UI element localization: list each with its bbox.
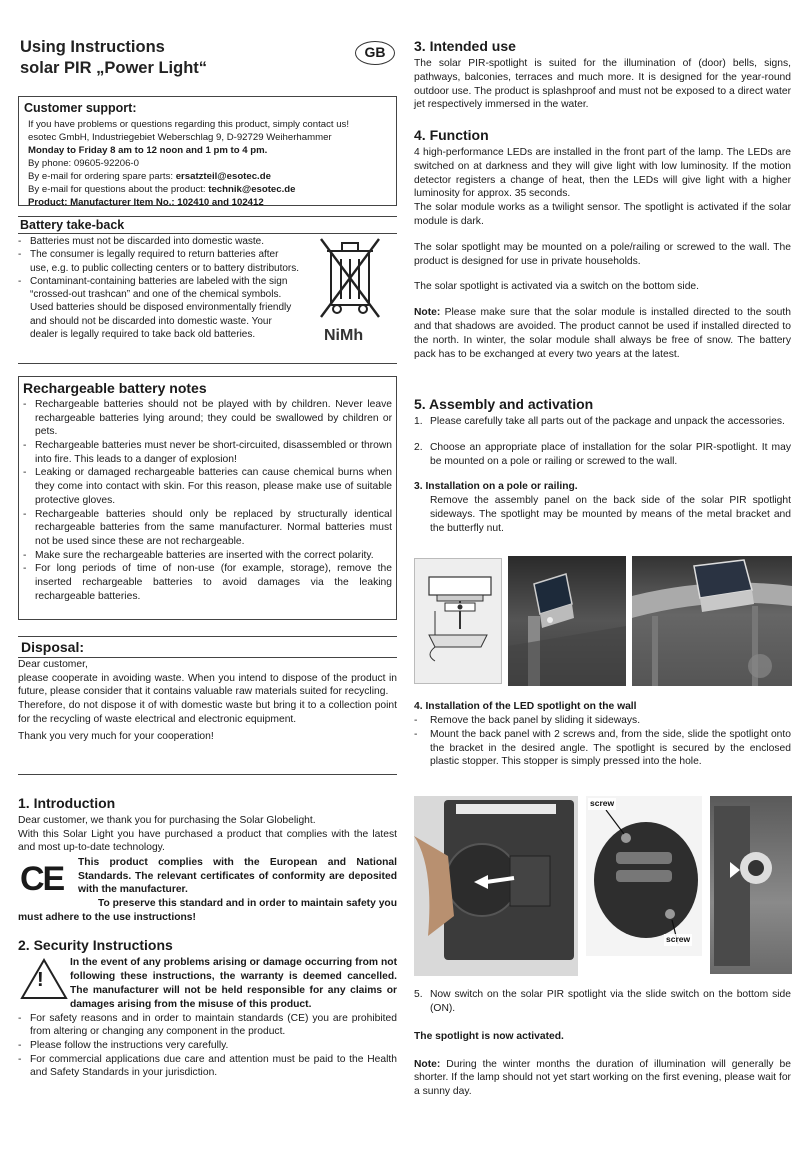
crossed-out-trashcan-icon <box>315 231 385 323</box>
function-note: Note: Please make sure that the solar module is installed directed to the south and that shadows are avoided. The product cannot be used if installed directed to the north. In winter, the solar module shall always be free of snow. The battery pack has to be exchanged at every two years at the latest. <box>414 307 791 360</box>
support-intro: If you have problems or questions regarding this product, simply contact us! <box>28 119 350 130</box>
title-line-1: Using Instructions <box>20 38 165 56</box>
disposal-thanks: Thank you very much for your cooperation! <box>18 731 214 743</box>
support-address: esotec GmbH, Industriegebiet Weberschlag 9, D-92729 Weiherhammer <box>28 132 332 144</box>
support-product-questions: By e-mail for questions about the product: technik@esotec.de <box>28 184 296 196</box>
warning-mark: ! <box>37 969 44 992</box>
disposal-greeting: Dear customer, <box>18 659 88 670</box>
list-item: - Please follow the instructions very carefully. <box>18 1039 397 1053</box>
step3-heading: 3. Installation on a pole or railing. <box>414 481 578 493</box>
security-section <box>18 936 397 1080</box>
support-spare-parts: By e-mail for ordering spare parts: ersatzteil@esotec.de <box>28 171 271 183</box>
bracket-diagram <box>414 558 502 684</box>
winter-note: Note: During the winter months the duration of illumination will generally be shorter. If the lamp should not yet start working on the first evening, please wait for a sunny day. <box>414 1058 791 1098</box>
wall-bracket-screws-photo <box>586 796 702 956</box>
introduction-section <box>18 794 397 925</box>
step3-text: Remove the assembly panel on the back side of the solar PIR spotlight sideways. The spotlight may be mounted by means of the metal bracket and the butterfly nut. <box>430 495 791 535</box>
intro-paragraph: Dear customer, we thank you for purchasing the Solar Globelight. <box>18 815 316 827</box>
list-item: - For safety reasons and in order to maintain standards (CE) you are prohibited from altering or changing any component in the product. <box>18 1012 397 1039</box>
spotlight-on-pole-photo <box>508 556 626 686</box>
security-list <box>18 1012 397 1080</box>
screw-label-top: screw <box>590 798 615 808</box>
intro-paragraph: With this Solar Light you have purchased a product that complies with the latest and most up-to-date technology. <box>18 828 397 854</box>
warranty-warning: In the event of any problems arising or damage occurring from not following these instructions, the warranty is deemed cancelled. The manufacturer will not be held responsible for any claims or damages arising from the misuse of this product. <box>70 957 397 1010</box>
function-heading: 4. Function <box>414 127 489 143</box>
ce-mark-icon: CE <box>20 860 64 899</box>
rechargeable-heading: Rechargeable battery notes <box>23 380 207 396</box>
support-phone: By phone: 09605-92206-0 <box>28 158 139 170</box>
list-item: - Contaminant-containing batteries are labeled with the sign “crossed-out trashcan” and one of the chemical symbols. Used batteries should be disposed environmentally friendly and should not be discarded into domestic waste. Your dealer is legally required to take back old batteries. <box>18 275 300 341</box>
assembly-step: 2. Choose an appropriate place of installation for the solar PIR-spotlight. It may be mounted on a pole or railing or screwed to the wall. <box>414 441 791 467</box>
step4-heading: 4. Installation of the LED spotlight on the wall <box>414 701 637 712</box>
ce-compliance-text: This product complies with the European and National Standards. The relevant certificates of conformity are deposited with the manufacturer. <box>78 857 397 896</box>
list-item: - Batteries must not be discarded into domestic waste. <box>18 235 300 248</box>
activated-text: The spotlight is now activated. <box>414 1030 564 1042</box>
list-item: - For long periods of time of non-use (for example, storage), remove the inserted rechargeable batteries to avoid damages via the leaking rechargeable batteries. <box>23 562 392 603</box>
screw-label-bottom: screw <box>666 934 691 944</box>
assembly-step: 5. Now switch on the solar PIR spotlight via the slide switch on the bottom side (ON). <box>414 989 791 1014</box>
function-paragraph: The solar spotlight is activated via a switch on the bottom side. <box>414 281 700 293</box>
product-email[interactable]: technik@esotec.de <box>208 184 296 196</box>
battery-takeback-list <box>18 235 300 341</box>
intended-use-text: The solar PIR-spotlight is suited for the illumination of (door) bells, signs, pathways, balconies, terraces and much more. It is designed for the year-round outdoor use. The product is splashproof and must not be exposed to a direct water jet respectively immersed in the water. <box>414 58 791 111</box>
disposal-heading: Disposal: <box>18 637 397 658</box>
list-item: - Rechargeable batteries should only be replaced by structurally identical rechargeable batteries from the same manufacturer. Normal batteries must not be used since these are not rechargeable. <box>23 508 392 549</box>
activation-section <box>414 988 791 1099</box>
spotlight-on-railing-photo <box>632 556 792 686</box>
step5 <box>414 988 791 1016</box>
battery-takeback-heading: Battery take-back <box>18 217 397 234</box>
disposal-box <box>18 636 397 775</box>
rechargeable-list <box>23 398 392 603</box>
support-hours: Monday to Friday 8 am to 12 noon and 1 pm to 4 pm. <box>28 145 268 157</box>
assembly-steps <box>414 415 791 468</box>
customer-support-box <box>18 96 397 209</box>
list-item: - Rechargeable batteries must never be short-circuited, disassembled or thrown into fire. This leads to a danger of explosion! <box>23 439 392 466</box>
assembly-heading: 5. Assembly and activation <box>414 396 594 412</box>
support-item-number: Product: Manufacturer Item No.: 102410 and 102412 <box>28 197 264 209</box>
ce-safety-text: To preserve this standard and in order to maintain safety you must adhere to the use instructions! <box>18 898 397 923</box>
list-item: - Leaking or damaged rechargeable batteries can cause chemical burns when they come into contact with skin. For this reason, please make use of suitable protective gloves. <box>23 466 392 507</box>
page-title <box>20 37 207 78</box>
list-item: - For commercial applications due care and attention must be paid to the Health and Safety Standards in your jurisdiction. <box>18 1053 397 1080</box>
list-item: - Mount the back panel with 2 screws and, from the side, slide the spotlight onto the bracket in the desired angle. The spotlight is secured by the enclosed plastic stopper. This stopper is simply pressed into the hole. <box>414 728 791 769</box>
disposal-paragraph: Therefore, do not dispose it of with domestic waste but bring it to a collection point for the recycling of waste electrical and electronic equipment. <box>18 700 397 725</box>
rechargeable-notes-box <box>18 376 397 620</box>
customer-support-heading: Customer support: <box>24 101 137 115</box>
intended-use-section <box>414 37 791 112</box>
assembly-section <box>414 395 791 536</box>
step4-list <box>414 714 791 769</box>
step4-section <box>414 700 791 769</box>
warning-triangle-icon <box>20 958 68 1000</box>
introduction-heading: 1. Introduction <box>18 795 116 811</box>
plastic-stopper-photo <box>710 796 792 974</box>
list-item: - Remove the back panel by sliding it sideways. <box>414 714 791 728</box>
function-paragraph: 4 high-performance LEDs are installed in the front part of the lamp. The LEDs are switched on at darkness and they will give light with low luminosity. If the motion detector registers a change of heat, then the LEDs will give light with a higher luminosity for approx. 35 seconds. <box>414 147 791 200</box>
spare-parts-email[interactable]: ersatzteil@esotec.de <box>175 171 271 183</box>
function-section <box>414 126 791 361</box>
language-badge: GB <box>355 41 395 65</box>
nimh-label: NiMh <box>324 327 364 344</box>
function-paragraph: The solar spotlight may be mounted on a pole/railing or screwed to the wall. The product is designed for use in private households. <box>414 241 791 267</box>
back-panel-photo <box>414 796 578 976</box>
assembly-step: 1. Please carefully take all parts out of the package and unpack the accessories. <box>414 416 785 428</box>
security-heading: 2. Security Instructions <box>18 937 173 953</box>
intended-use-heading: 3. Intended use <box>414 38 516 54</box>
list-item: - Rechargeable batteries should not be played with by children. Never leave rechargeable batteries lying around; they could be swallowed by children or pets. <box>23 398 392 439</box>
disposal-paragraph: please cooperate in avoiding waste. When you intend to dispose of the product in future, please consider that it contains valuable raw materials suited for recycling. <box>18 672 397 698</box>
list-item: - The consumer is legally required to return batteries after use, e.g. to public collecting centers or to battery distributors. <box>18 248 300 275</box>
list-item: - Make sure the rechargeable batteries are inserted with the correct polarity. <box>23 549 392 563</box>
function-paragraph: The solar module works as a twilight sensor. The spotlight is activated if the solar module is dark. <box>414 202 791 228</box>
bracket-illustration <box>415 559 502 684</box>
title-line-2: solar PIR „Power Light“ <box>20 58 208 77</box>
battery-takeback-box <box>18 216 397 364</box>
